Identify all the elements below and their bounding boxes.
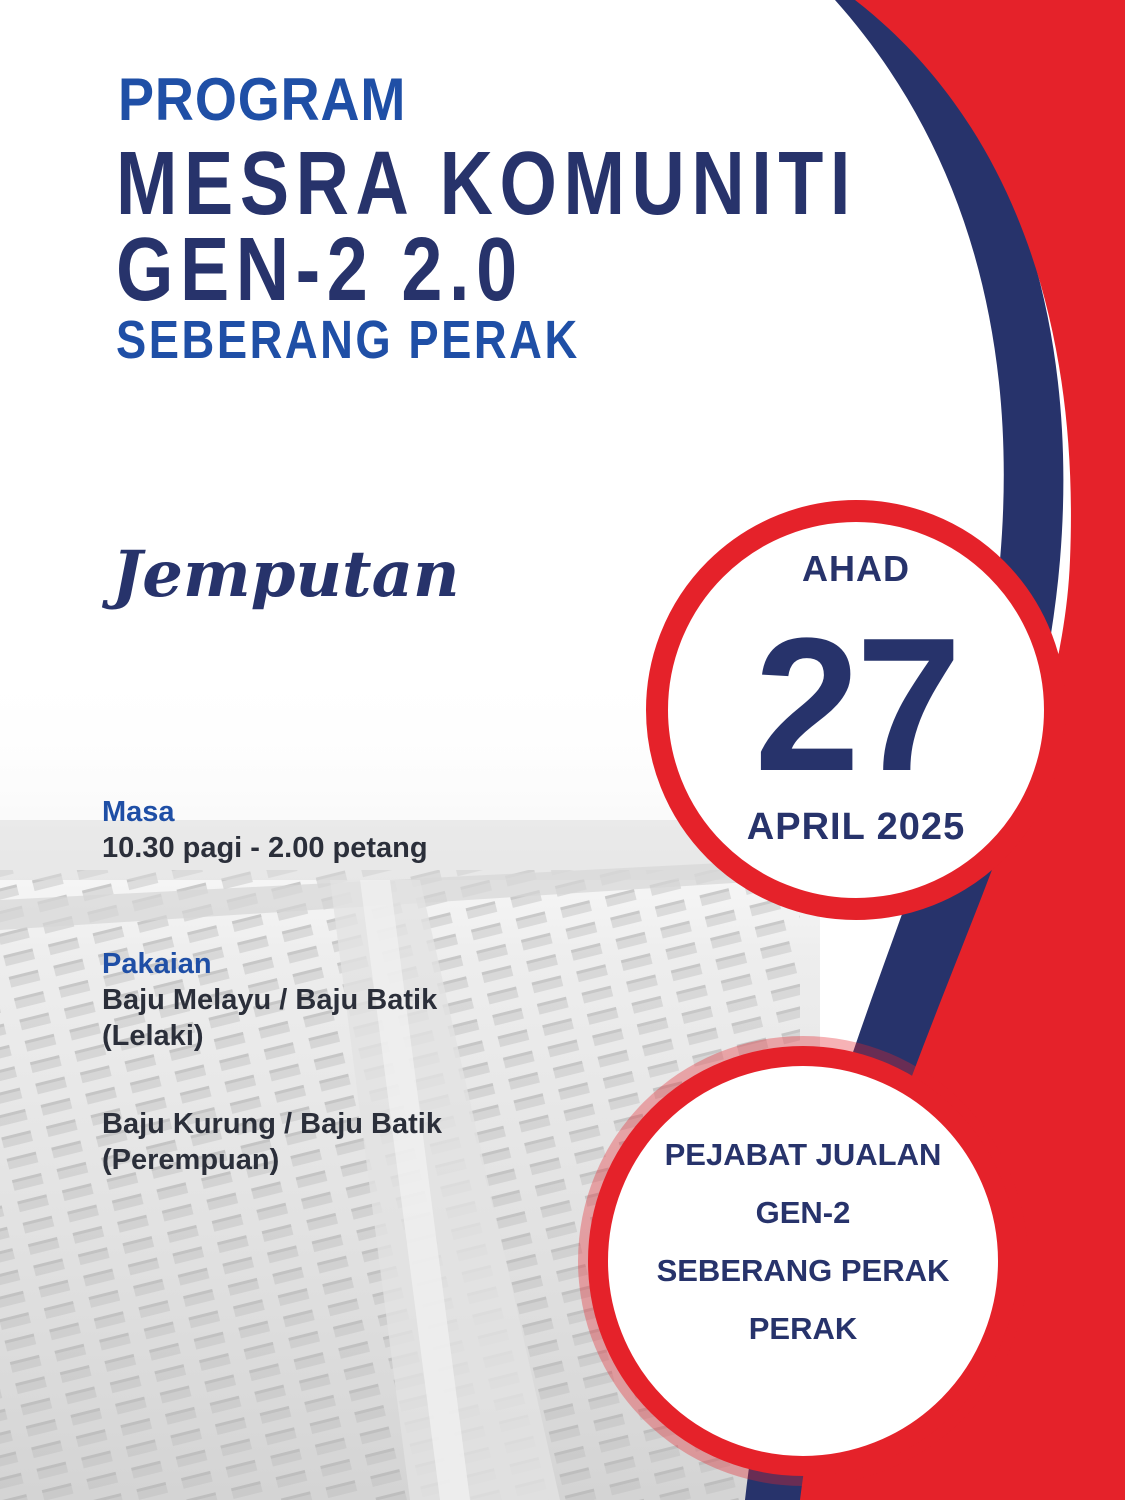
- venue-badge: [588, 1046, 1018, 1476]
- dress-code-women: Baju Kurung / Baju Batik: [102, 1108, 442, 1140]
- dress-code-men: Baju Melayu / Baju Batik: [102, 984, 438, 1016]
- date-number: 27: [754, 599, 958, 811]
- program-location: SEBERANG PERAK: [116, 310, 580, 370]
- venue-line-4: PERAK: [748, 1311, 858, 1346]
- venue-line-3: SEBERANG PERAK: [656, 1253, 950, 1288]
- date-day: AHAD: [802, 548, 910, 589]
- time-value: 10.30 pagi - 2.00 petang: [102, 832, 428, 864]
- dress-code-women-block: [102, 1106, 442, 1178]
- program-title-line2: GEN-2 2.0: [116, 220, 524, 320]
- program-title-line1: MESRA KOMUNITI: [116, 134, 857, 234]
- dress-code-block: [102, 946, 437, 1054]
- dress-code-women-note: (Perempuan): [102, 1144, 280, 1176]
- program-label: PROGRAM: [118, 66, 407, 133]
- time-block: [102, 794, 428, 866]
- venue-text: [608, 1126, 998, 1358]
- invitation-heading: Jemputan: [112, 537, 460, 612]
- date-month-year: APRIL 2025: [746, 806, 966, 848]
- venue-line-2: GEN-2: [755, 1195, 851, 1230]
- dress-code-label: Pakaian: [102, 948, 212, 980]
- time-label: Masa: [102, 796, 175, 828]
- date-badge: [646, 500, 1066, 920]
- venue-line-1: PEJABAT JUALAN: [664, 1137, 942, 1172]
- dress-code-men-note: (Lelaki): [102, 1020, 204, 1052]
